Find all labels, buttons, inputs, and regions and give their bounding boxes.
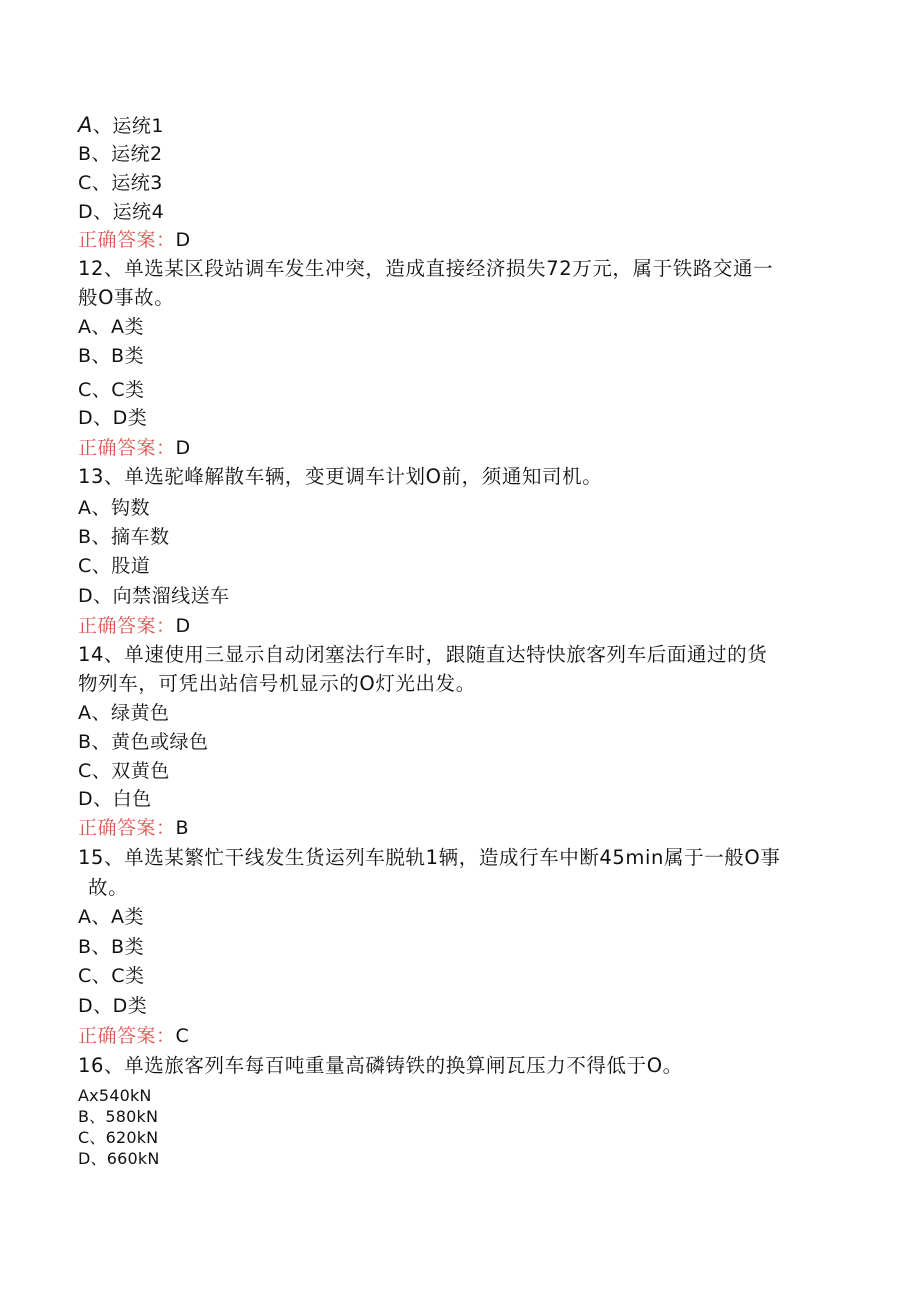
answer-label: 正确答案： — [78, 817, 176, 839]
question-14-line-1: 14、单速使用三显示自动闭塞法行车时，跟随直达特快旅客列车后面通过的货 — [78, 643, 768, 666]
option-b: B、B类 — [78, 345, 145, 367]
answer-value: D — [175, 615, 191, 637]
answer-value: B — [175, 817, 190, 839]
option-d: D、向禁溜线送车 — [78, 585, 230, 607]
question-13-line-1: 13、单选驼峰解散车辆，变更调车计划O前，须通知司机。 — [78, 465, 603, 488]
question-12-line-1: 12、单选某区段站调车发生冲突，造成直接经济损失72万元，属于铁路交通一 — [78, 257, 774, 280]
option-b: B、580kN — [78, 1107, 159, 1126]
option-c: C、双黄色 — [78, 760, 170, 782]
option-a: A、绿黄色 — [78, 702, 170, 724]
option-b: B、运统2 — [78, 143, 163, 165]
option-b: B、B类 — [78, 936, 145, 958]
option-a: A、钩数 — [78, 497, 150, 519]
question-14-line-2: 物列车，可凭出站信号机显示的O灯光出发。 — [78, 672, 476, 695]
answer-line — [78, 816, 189, 840]
question-12-line-2: 般O事故。 — [78, 286, 175, 309]
answer-value: D — [175, 229, 191, 251]
option-c: C、运统3 — [78, 172, 163, 194]
option-b: B、黄色或绿色 — [78, 731, 209, 753]
question-15-line-2: 故。 — [88, 876, 129, 899]
option-b: B、摘车数 — [78, 526, 170, 548]
answer-line — [78, 228, 191, 252]
answer-label: 正确答案： — [78, 615, 176, 637]
option-a: Ax540kN — [78, 1086, 152, 1105]
answer-line — [78, 614, 191, 638]
answer-label: 正确答案： — [78, 229, 176, 251]
answer-value: D — [175, 437, 191, 459]
option-letter: A — [78, 113, 93, 137]
option-a — [78, 113, 164, 138]
option-d: D、660kN — [78, 1149, 160, 1168]
option-a: A、A类 — [78, 906, 144, 928]
option-a: A、A类 — [78, 316, 144, 338]
option-c: C、620kN — [78, 1128, 159, 1147]
option-d: D、D类 — [78, 995, 148, 1017]
answer-value: C — [175, 1025, 190, 1047]
answer-label: 正确答案： — [78, 437, 176, 459]
answer-label: 正确答案： — [78, 1025, 176, 1047]
answer-line — [78, 1024, 189, 1048]
option-c: C、股道 — [78, 555, 151, 577]
answer-line — [78, 436, 191, 460]
option-d: D、D类 — [78, 407, 148, 429]
option-c: C、C类 — [78, 965, 145, 987]
option-d: D、运统4 — [78, 201, 165, 223]
question-16-line-1: 16、单选旅客列车每百吨重量高磷铸铁的换算闸瓦压力不得低于O。 — [78, 1054, 683, 1077]
option-c: C、C类 — [78, 379, 145, 401]
question-15-line-1: 15、单选某繁忙干线发生货运列车脱轨1辆，造成行车中断45min属于一般O事 — [78, 846, 781, 869]
option-d: D、白色 — [78, 788, 152, 810]
option-text: 、运统1 — [92, 115, 164, 137]
